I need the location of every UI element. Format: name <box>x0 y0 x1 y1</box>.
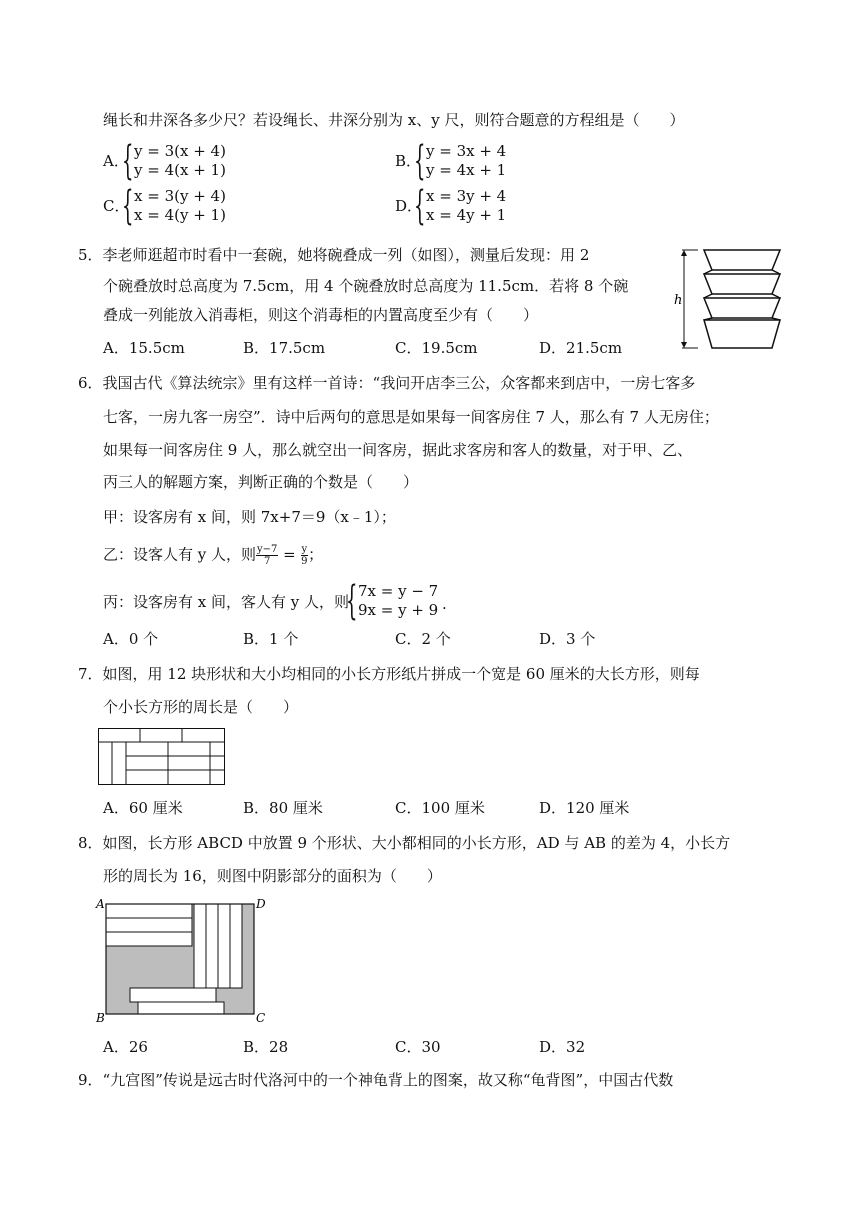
q6-yi-equals: = <box>278 545 301 564</box>
q5-line-2: 个碗叠放时总高度为 7.5cm，用 4 个碗叠放时总高度为 11.5cm．若将 8 个碗 <box>103 277 629 295</box>
q7-option-d: D．120 厘米 <box>539 799 630 817</box>
q7-line-2: 个小长方形的周长是（ ） <box>103 698 299 716</box>
q4-stem: 绳长和井深各多少尺？若设绳长、井深分别为 x、y 尺，则符合题意的方程组是（ ） <box>103 111 685 129</box>
q7-option-b: B．80 厘米 <box>243 799 323 817</box>
q7-rectangles-figure <box>98 728 228 788</box>
q7-option-a: A．60 厘米 <box>103 799 183 817</box>
q6-option-a: A．0 个 <box>103 630 159 648</box>
q8-option-b: B．28 <box>243 1038 289 1056</box>
q6-yi <box>103 544 323 567</box>
q6-bing-suffix: . <box>442 595 447 613</box>
q5-option-b: B．17.5cm <box>243 339 326 357</box>
q6-option-c: C．2 个 <box>395 630 451 648</box>
q5-line-3: 叠成一列能放入消毒柜，则这个消毒柜的内置高度至少有（ ） <box>103 306 539 324</box>
q6-line-4: 丙三人的解题方案，判断正确的个数是（ ） <box>103 473 419 491</box>
q5-option-c: C．19.5cm <box>395 339 478 357</box>
q8-label-c: C <box>256 1011 266 1025</box>
q4-d-eq2: x = 4y + 1 <box>426 206 507 224</box>
q5-option-d: D．21.5cm <box>539 339 623 357</box>
q5-option-a: A．15.5cm <box>103 339 185 357</box>
q4-option-d-label: D． <box>395 197 423 215</box>
q6-yi-frac2-den: 9 <box>301 556 308 567</box>
q4-c-eq1: x = 3(y + 4) <box>134 187 226 205</box>
q6-line-3: 如果每一间客房住 9 人，那么就空出一间客房，据此求客房和客人的数量，对于甲、乙、 <box>103 441 693 459</box>
q4-d-eq1: x = 3y + 4 <box>426 187 507 205</box>
q5-line-1: 5．李老师逛超市时看中一套碗，她将碗叠成一列（如图），测量后发现：用 2 <box>78 246 590 264</box>
q6-yi-frac1-den: 7 <box>264 556 271 567</box>
q6-option-b: B．1 个 <box>243 630 299 648</box>
q4-a-eq1: y = 3(x + 4) <box>134 142 226 160</box>
q6-yi-prefix: 乙：设客人有 y 人，则 <box>103 545 257 564</box>
q8-option-a: A．26 <box>103 1038 148 1056</box>
q7-line-1: 7．如图，用 12 块形状和大小均相同的小长方形纸片拼成一个宽是 60 厘米的大长方形，则每 <box>78 665 700 683</box>
q4-option-a-label: A． <box>103 152 129 170</box>
q9-line-1: 9．“九宫图”传说是远古时代洛河中的一个神龟背上的图案，故又称“龟背图”，中国古代数 <box>78 1071 674 1089</box>
q6-option-d: D．3 个 <box>539 630 596 648</box>
q6-bing-eq2: 9x = y + 9 <box>358 601 439 619</box>
q6-jia: 甲：设客房有 x 间，则 7x+7＝9（x﹣1）； <box>103 508 396 526</box>
q8-line-2: 形的周长为 16，则图中阴影部分的面积为（ ） <box>103 867 442 885</box>
q4-option-b-label: B． <box>395 152 422 170</box>
q6-yi-frac2-num: y <box>301 544 308 555</box>
q4-b-eq2: y = 4x + 1 <box>426 161 507 179</box>
q4-b-eq1: y = 3x + 4 <box>426 142 507 160</box>
q8-option-c: C．30 <box>395 1038 441 1056</box>
q4-c-eq2: x = 4(y + 1) <box>134 206 226 224</box>
q4-a-eq2: y = 4(x + 1) <box>134 161 226 179</box>
q6-yi-suffix: ； <box>308 545 324 564</box>
q5-bowls-figure <box>668 244 788 354</box>
q6-line-1: 6．我国古代《算法统宗》里有这样一首诗：“我问开店李三公，众客都来到店中，一房七客多 <box>78 374 696 392</box>
q8-label-d: D <box>256 897 266 911</box>
q6-bing-eq1: 7x = y − 7 <box>358 582 439 600</box>
q8-line-1: 8．如图，长方形 ABCD 中放置 9 个形状、大小都相同的小长方形，AD 与 AB 的差为 4，小长方 <box>78 834 731 852</box>
q8-label-b: B <box>96 1011 105 1025</box>
q6-yi-fraction-1 <box>256 544 278 567</box>
q8-option-d: D．32 <box>539 1038 586 1056</box>
q8-label-a: A <box>96 897 105 911</box>
q4-option-c-label: C． <box>103 197 130 215</box>
q6-bing-prefix: 丙：设客房有 x 间，客人有 y 人，则 <box>103 593 350 611</box>
q6-line-2: 七客，一房九客一房空”．诗中后两句的意思是如果每一间客房住 7 人，那么有 7 人无房住； <box>103 408 719 426</box>
q7-option-c: C．100 厘米 <box>395 799 485 817</box>
q6-yi-frac1-num: y−7 <box>257 544 278 555</box>
q8-rectangle-figure <box>94 896 270 1026</box>
q5-figure-h-label: h <box>674 293 683 308</box>
